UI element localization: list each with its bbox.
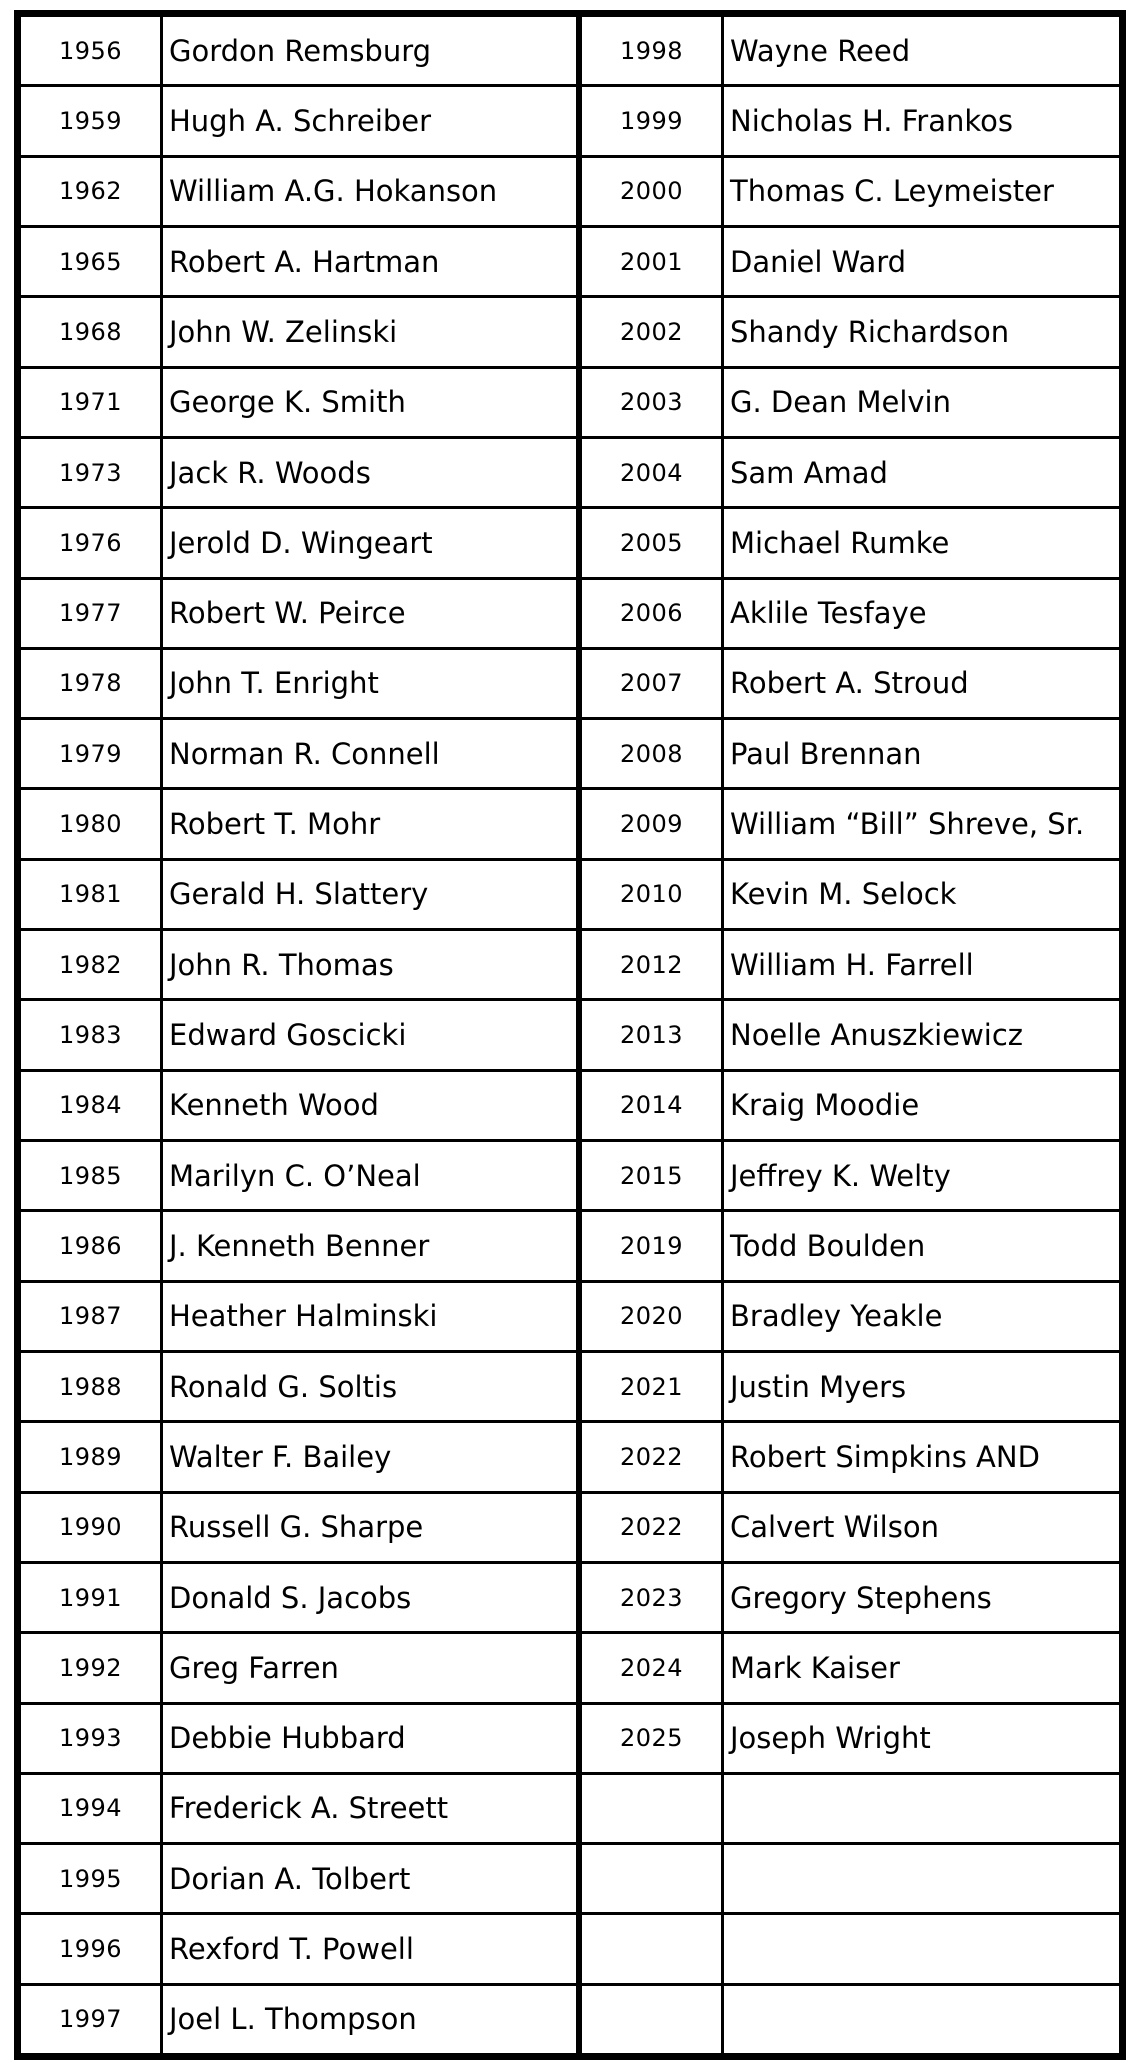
year-cell: 2014 [582,1072,724,1139]
name-cell: Michael Rumke [730,525,950,560]
year-cell: 1978 [21,650,163,717]
year-cell: 2010 [582,861,724,928]
right-column-panel [576,17,1119,2053]
year-cell: 2023 [582,1564,724,1631]
year-cell: 1965 [21,228,163,295]
name-cell: Daniel Ward [730,244,907,279]
name-cell: Joseph Wright [730,1721,931,1756]
year-cell: 1983 [21,1001,163,1068]
name-cell: Norman R. Connell [169,736,440,771]
table-row [582,1353,1119,1423]
year-cell: 2005 [582,509,724,576]
table-row [582,1915,1119,1985]
table-row [21,509,576,579]
year-cell: 1973 [21,439,163,506]
name-cell: Frederick A. Streett [169,1791,449,1826]
table-row [21,1072,576,1142]
year-cell [582,1775,724,1842]
name-cell: Nicholas H. Frankos [730,103,1013,138]
table-row [582,650,1119,720]
table-row [582,1142,1119,1212]
table-row [21,1283,576,1353]
name-cell: Sam Amad [730,455,888,490]
year-cell: 1992 [21,1634,163,1701]
table-row [21,1001,576,1071]
table-row [21,1142,576,1212]
name-cell: Aklile Tesfaye [730,596,927,631]
table-row [582,509,1119,579]
name-cell: Hugh A. Schreiber [169,103,432,138]
year-cell: 1988 [21,1353,163,1420]
name-cell: William “Bill” Shreve, Sr. [730,807,1085,842]
table-row [21,580,576,650]
year-cell: 1981 [21,861,163,928]
name-cell: Paul Brennan [730,736,922,771]
table-row [582,931,1119,1001]
table-row [582,790,1119,860]
year-cell: 1980 [21,790,163,857]
name-cell [724,1845,1119,1912]
name-cell: Joel L. Thompson [169,2002,417,2037]
name-cell: Calvert Wilson [730,1510,939,1545]
name-cell: Heather Halminski [169,1299,438,1334]
year-cell: 1986 [21,1212,163,1279]
table-row [582,1001,1119,1071]
year-cell: 2000 [582,158,724,225]
name-cell: Shandy Richardson [730,314,1010,349]
name-cell: John W. Zelinski [169,314,398,349]
table-row [582,158,1119,228]
table-row [21,790,576,860]
table-row [21,720,576,790]
table-row [21,1775,576,1845]
table-row [21,369,576,439]
table-row [21,1845,576,1915]
name-cell: Jack R. Woods [169,455,371,490]
year-cell: 2013 [582,1001,724,1068]
year-cell: 1971 [21,369,163,436]
name-cell: Jerold D. Wingeart [169,525,433,560]
year-cell: 1991 [21,1564,163,1631]
name-cell: Justin Myers [730,1369,907,1404]
table-row [582,1072,1119,1142]
table-row [582,1705,1119,1775]
year-cell: 1985 [21,1142,163,1209]
year-cell: 1989 [21,1423,163,1490]
year-cell: 2003 [582,369,724,436]
table-row [582,1212,1119,1282]
name-cell: John T. Enright [169,666,379,701]
name-cell [724,1986,1119,2053]
name-cell: Rexford T. Powell [169,1932,414,1967]
year-cell: 1998 [582,17,724,84]
year-cell: 2006 [582,580,724,647]
name-cell: William A.G. Hokanson [169,174,498,209]
year-cell: 1968 [21,298,163,365]
year-cell: 1982 [21,931,163,998]
table-row [21,1423,576,1493]
name-cell: Todd Boulden [730,1228,926,1263]
year-cell: 2007 [582,650,724,717]
table-row [582,298,1119,368]
name-cell: Jeffrey K. Welty [730,1158,951,1193]
name-cell: Robert A. Hartman [169,244,440,279]
year-cell: 2015 [582,1142,724,1209]
name-cell: Robert A. Stroud [730,666,969,701]
table-row [582,1494,1119,1564]
table-row [582,1634,1119,1704]
table-row [582,861,1119,931]
left-column-panel [21,17,576,2053]
year-cell: 2022 [582,1494,724,1561]
table-row [21,650,576,720]
name-cell: John R. Thomas [169,947,394,982]
year-cell [582,1986,724,2053]
name-cell: Kenneth Wood [169,1088,379,1123]
name-cell: Walter F. Bailey [169,1439,392,1474]
name-cell: Robert Simpkins AND [730,1439,1040,1474]
year-cell: 1990 [21,1494,163,1561]
table-row [21,1915,576,1985]
year-cell: 2019 [582,1212,724,1279]
table-row [21,439,576,509]
year-cell: 1962 [21,158,163,225]
name-cell: Noelle Anuszkiewicz [730,1018,1024,1053]
name-cell: George K. Smith [169,385,406,420]
table-row [21,1353,576,1423]
year-cell: 2024 [582,1634,724,1701]
name-cell: Gerald H. Slattery [169,877,429,912]
year-cell: 2009 [582,790,724,857]
name-cell [724,1915,1119,1982]
table-row [582,17,1119,87]
table-row [582,228,1119,298]
name-cell: Thomas C. Leymeister [730,174,1054,209]
name-cell: Russell G. Sharpe [169,1510,424,1545]
table-row [21,228,576,298]
year-cell: 2001 [582,228,724,295]
table-row [582,580,1119,650]
name-cell: Wayne Reed [730,33,911,68]
name-cell: Edward Goscicki [169,1018,407,1053]
year-cell: 1976 [21,509,163,576]
year-cell: 1993 [21,1705,163,1772]
year-cell: 1959 [21,87,163,154]
year-cell: 1987 [21,1283,163,1350]
table-row [21,1634,576,1704]
name-cell: Robert W. Peirce [169,596,406,631]
table-row [21,1986,576,2053]
table-row [21,931,576,1001]
name-cell: Donald S. Jacobs [169,1580,412,1615]
year-cell: 2022 [582,1423,724,1490]
year-cell: 1984 [21,1072,163,1139]
name-cell: J. Kenneth Benner [169,1228,430,1263]
year-cell: 1994 [21,1775,163,1842]
table-row [582,1423,1119,1493]
name-cell: Kevin M. Selock [730,877,957,912]
year-cell [582,1845,724,1912]
table-row [21,861,576,931]
year-cell: 1999 [582,87,724,154]
table-row [21,17,576,87]
table-row [582,439,1119,509]
table-row [582,369,1119,439]
name-cell [724,1775,1119,1842]
year-cell: 2021 [582,1353,724,1420]
table-row [582,720,1119,790]
table-row [582,1775,1119,1845]
year-cell: 2020 [582,1283,724,1350]
name-cell: Kraig Moodie [730,1088,920,1123]
name-cell: Ronald G. Soltis [169,1369,398,1404]
name-cell: Mark Kaiser [730,1650,900,1685]
year-cell: 2008 [582,720,724,787]
table-row [21,1212,576,1282]
table-row [21,1705,576,1775]
year-cell: 2025 [582,1705,724,1772]
table-row [21,1564,576,1634]
table-row [21,298,576,368]
year-cell [582,1915,724,1982]
year-cell: 2012 [582,931,724,998]
honoree-table [14,10,1126,2060]
table-row [21,158,576,228]
year-cell: 1956 [21,17,163,84]
table-row [21,87,576,157]
year-cell: 1995 [21,1845,163,1912]
year-cell: 1979 [21,720,163,787]
name-cell: G. Dean Melvin [730,385,951,420]
table-row [582,87,1119,157]
name-cell: Bradley Yeakle [730,1299,943,1334]
table-row [582,1283,1119,1353]
table-row [582,1986,1119,2053]
table-row [582,1564,1119,1634]
table-row [582,1845,1119,1915]
table-row [21,1494,576,1564]
name-cell: Greg Farren [169,1650,339,1685]
year-cell: 2004 [582,439,724,506]
name-cell: Robert T. Mohr [169,807,381,842]
name-cell: Dorian A. Tolbert [169,1861,411,1896]
name-cell: Debbie Hubbard [169,1721,406,1756]
year-cell: 1977 [21,580,163,647]
year-cell: 2002 [582,298,724,365]
year-cell: 1997 [21,1986,163,2053]
year-cell: 1996 [21,1915,163,1982]
name-cell: Gordon Remsburg [169,33,432,68]
name-cell: William H. Farrell [730,947,974,982]
name-cell: Gregory Stephens [730,1580,992,1615]
name-cell: Marilyn C. O’Neal [169,1158,421,1193]
